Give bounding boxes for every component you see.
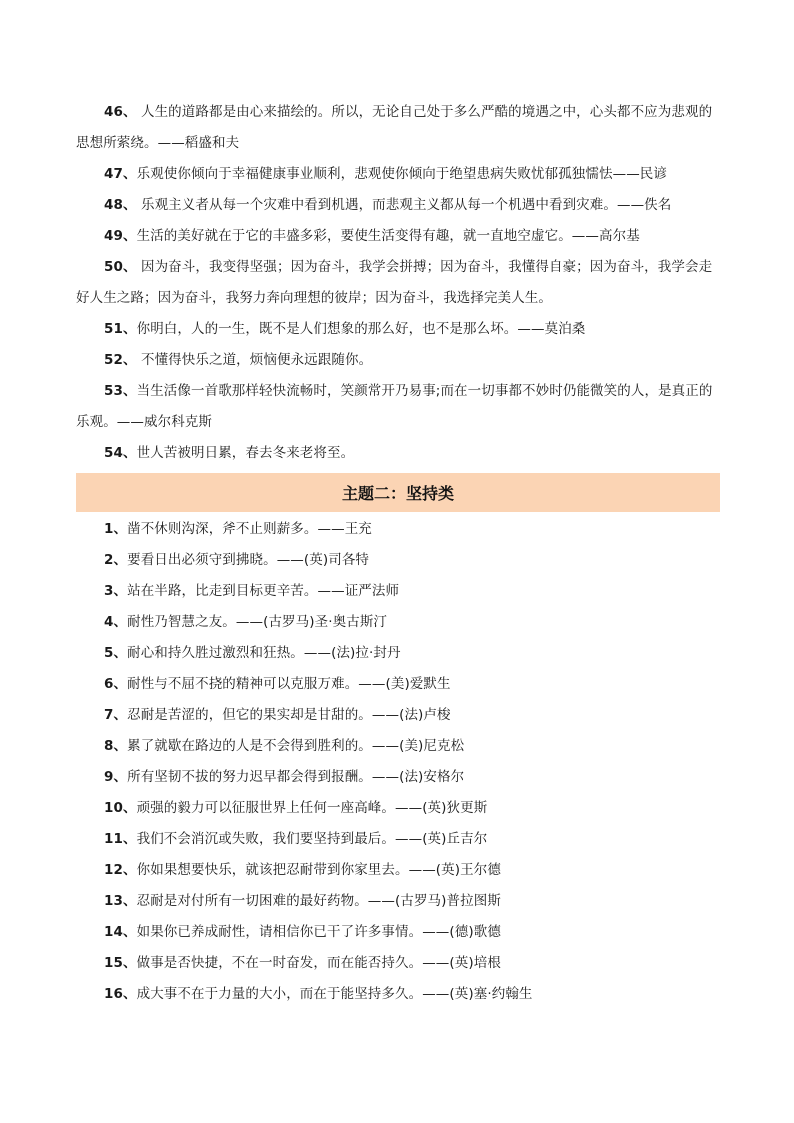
list-item: 51、你明白，人的一生，既不是人们想象的那么好，也不是那么坏。——莫泊桑 (104, 321, 586, 337)
list-item: 52、 不懂得快乐之道，烦恼便永远跟随你。 (104, 352, 373, 368)
list-item: 48、 乐观主义者从每一个灾难中看到机遇，而悲观主义都从每一个机遇中看到灾难。——佚名 (104, 197, 672, 213)
list-item: 49、生活的美好就在于它的丰盛多彩，要使生活变得有趣，就一直地空虚它。——高尔基 (104, 228, 640, 244)
list-item: 50、 因为奋斗，我变得坚强；因为奋斗，我学会拼搏；因为奋斗，我懂得自豪；因为奋斗，我学会走好人生之路；因为奋斗，我努力奔向理想的彼岸；因为奋斗，我选择完美人生。 (76, 259, 713, 306)
list-item: 11、我们不会消沉或失败，我们要坚持到最后。——(英)丘吉尔 (104, 831, 488, 847)
list-item: 8、累了就歇在路边的人是不会得到胜利的。——(美)尼克松 (104, 738, 465, 754)
list-item: 13、忍耐是对付所有一切困难的最好药物。——(古罗马)普拉图斯 (104, 893, 501, 909)
list-item: 1、凿不休则沟深，斧不止则薪多。——王充 (104, 521, 372, 537)
section-title-banner: 主题二：坚持类 (76, 473, 720, 512)
list-item: 3、站在半路，比走到目标更辛苦。——证严法师 (104, 583, 400, 599)
list-item: 54、世人苦被明日累，春去冬来老将至。 (104, 445, 355, 461)
list-item: 16、成大事不在于力量的大小，而在于能坚持多久。——(英)塞·约翰生 (104, 986, 533, 1002)
list-item: 47、乐观使你倾向于幸福健康事业顺利，悲观使你倾向于绝望患病失败忧郁孤独懦怯——民谚 (104, 166, 667, 182)
list-item: 5、耐心和持久胜过激烈和狂热。——(法)拉·封丹 (104, 645, 401, 661)
list-item: 2、要看日出必须守到拂晓。——(英)司各特 (104, 552, 370, 568)
list-item: 46、 人生的道路都是由心来描绘的。所以，无论自己处于多么严酷的境遇之中，心头都不应为悲观的思想所萦绕。——稻盛和夫 (76, 104, 713, 151)
list-item: 7、忍耐是苦涩的，但它的果实却是甘甜的。——(法)卢梭 (104, 707, 451, 723)
list-item: 15、做事是否快捷，不在一时奋发，而在能否持久。——(英)培根 (104, 955, 501, 971)
list-item: 4、耐性乃智慧之友。——(古罗马)圣·奥古斯汀 (104, 614, 388, 630)
quote-list-section2 (76, 514, 720, 1010)
quote-list-section1 (76, 97, 720, 469)
list-item: 53、当生活像一首歌那样轻快流畅时，笑颜常开乃易事;而在一切事都不妙时仍能微笑的人，是真正的乐观。——威尔科克斯 (76, 383, 713, 430)
list-item: 6、耐性与不屈不挠的精神可以克服万难。——(美)爱默生 (104, 676, 451, 692)
list-item: 14、如果你已养成耐性，请相信你已干了许多事情。——(德)歌德 (104, 924, 501, 940)
document-page (76, 97, 720, 1010)
list-item: 9、所有坚韧不拔的努力迟早都会得到报酬。——(法)安格尔 (104, 769, 465, 785)
list-item: 10、顽强的毅力可以征服世界上任何一座高峰。——(英)狄更斯 (104, 800, 488, 816)
list-item: 12、你如果想要快乐，就该把忍耐带到你家里去。——(英)王尔德 (104, 862, 501, 878)
